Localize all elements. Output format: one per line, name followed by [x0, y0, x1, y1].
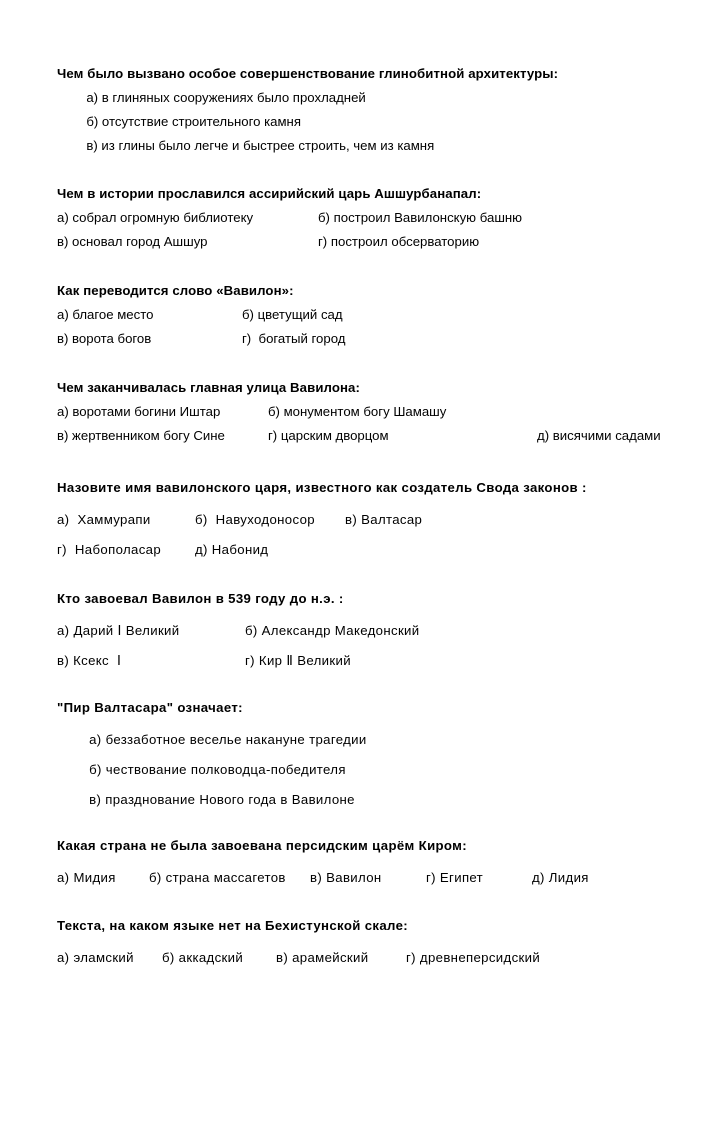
question-title: Чем в истории прославился ассирийский царь Ашшурбанапал: [57, 186, 482, 201]
option-d[interactable]: д) Лидия [532, 870, 589, 885]
option-b[interactable]: б) монументом богу Шамашу [268, 404, 447, 419]
option-a[interactable]: а) эламский [57, 950, 134, 965]
option-row [57, 134, 697, 158]
option-v[interactable]: в) Валтасар [345, 512, 423, 527]
option-row [57, 424, 697, 448]
option-g[interactable]: г) Набополасар [57, 542, 162, 557]
option-g[interactable]: г) Кир Ⅱ Великий [245, 653, 351, 668]
question-block-5 [57, 474, 697, 565]
question-title: Текста, на каком языке нет на Бехистунской скале: [57, 918, 408, 933]
option-a[interactable]: а) благое место [57, 307, 154, 322]
question-block-4 [57, 376, 697, 448]
option-row [57, 646, 697, 676]
option-v[interactable]: в) Вавилон [310, 870, 382, 885]
question-title: Чем было вызвано особое совершенствование глинобитной архитектуры: [57, 66, 559, 81]
option-row [57, 86, 697, 110]
option-d[interactable]: д) Набонид [195, 542, 269, 557]
option-row [57, 505, 697, 535]
option-row [57, 327, 697, 351]
option-v[interactable]: в) празднование Нового года в Вавилоне [89, 792, 355, 807]
option-g[interactable]: г) древнеперсидский [406, 950, 541, 965]
option-g[interactable]: г) построил обсерваторию [318, 234, 480, 249]
option-a[interactable]: а) собрал огромную библиотеку [57, 210, 254, 225]
quiz-body [57, 62, 697, 973]
question-block-8 [57, 832, 697, 893]
option-row [57, 400, 697, 424]
option-row [57, 863, 697, 893]
option-row [57, 303, 697, 327]
option-g[interactable]: г) Египет [426, 870, 484, 885]
question-block-7 [57, 694, 697, 815]
option-row [57, 785, 697, 815]
option-v[interactable]: в) Ксекс Ⅰ [57, 653, 122, 668]
option-v[interactable]: в) жертвенником богу Сине [57, 428, 225, 443]
option-b[interactable]: б) отсутствие строительного камня [86, 114, 301, 129]
question-block-1 [57, 62, 697, 158]
option-g[interactable]: г) богатый город [242, 331, 346, 346]
question-title: Какая страна не была завоевана персидским царём Киром: [57, 838, 468, 853]
question-title: Назовите имя вавилонского царя, известного как создатель Свода законов : [57, 480, 587, 495]
question-block-3 [57, 279, 697, 351]
option-b[interactable]: б) цветущий сад [242, 307, 343, 322]
option-d[interactable]: д) висячими садами [537, 428, 661, 443]
option-row [57, 943, 697, 973]
option-row [57, 206, 697, 230]
option-b[interactable]: б) построил Вавилонскую башню [318, 210, 523, 225]
question-block-9 [57, 912, 697, 973]
question-title: Кто завоевал Вавилон в 539 году до н.э. : [57, 591, 344, 606]
option-g[interactable]: г) царским дворцом [268, 428, 389, 443]
option-row [57, 230, 697, 254]
option-a[interactable]: а) Мидия [57, 870, 116, 885]
option-v[interactable]: в) основал город Ашшур [57, 234, 208, 249]
option-b[interactable]: б) Александр Македонский [245, 623, 420, 638]
option-row [57, 725, 697, 755]
option-a[interactable]: а) Хаммурапи [57, 512, 151, 527]
option-a[interactable]: а) в глиняных сооружениях было прохладней [86, 90, 366, 105]
option-row [57, 535, 697, 565]
option-b[interactable]: б) аккадский [162, 950, 244, 965]
option-a[interactable]: а) Дарий Ⅰ Великий [57, 623, 180, 638]
option-b[interactable]: б) страна массагетов [149, 870, 286, 885]
question-title: "Пир Валтасара" означает: [57, 700, 243, 715]
question-title: Чем заканчивалась главная улица Вавилона: [57, 380, 360, 395]
option-row [57, 755, 697, 785]
question-block-6 [57, 585, 697, 676]
question-title: Как переводится слово «Вавилон»: [57, 283, 294, 298]
option-row [57, 616, 697, 646]
option-a[interactable]: а) беззаботное веселье накануне трагедии [89, 732, 367, 747]
question-block-2 [57, 182, 697, 254]
option-row [57, 110, 697, 134]
option-a[interactable]: а) воротами богини Иштар [57, 404, 221, 419]
option-v[interactable]: в) из глины было легче и быстрее строить, чем из камня [86, 138, 435, 153]
option-v[interactable]: в) арамейский [276, 950, 369, 965]
option-b[interactable]: б) Навуходоносор [195, 512, 315, 527]
option-b[interactable]: б) чествование полководца-победителя [89, 762, 346, 777]
option-v[interactable]: в) ворота богов [57, 331, 152, 346]
